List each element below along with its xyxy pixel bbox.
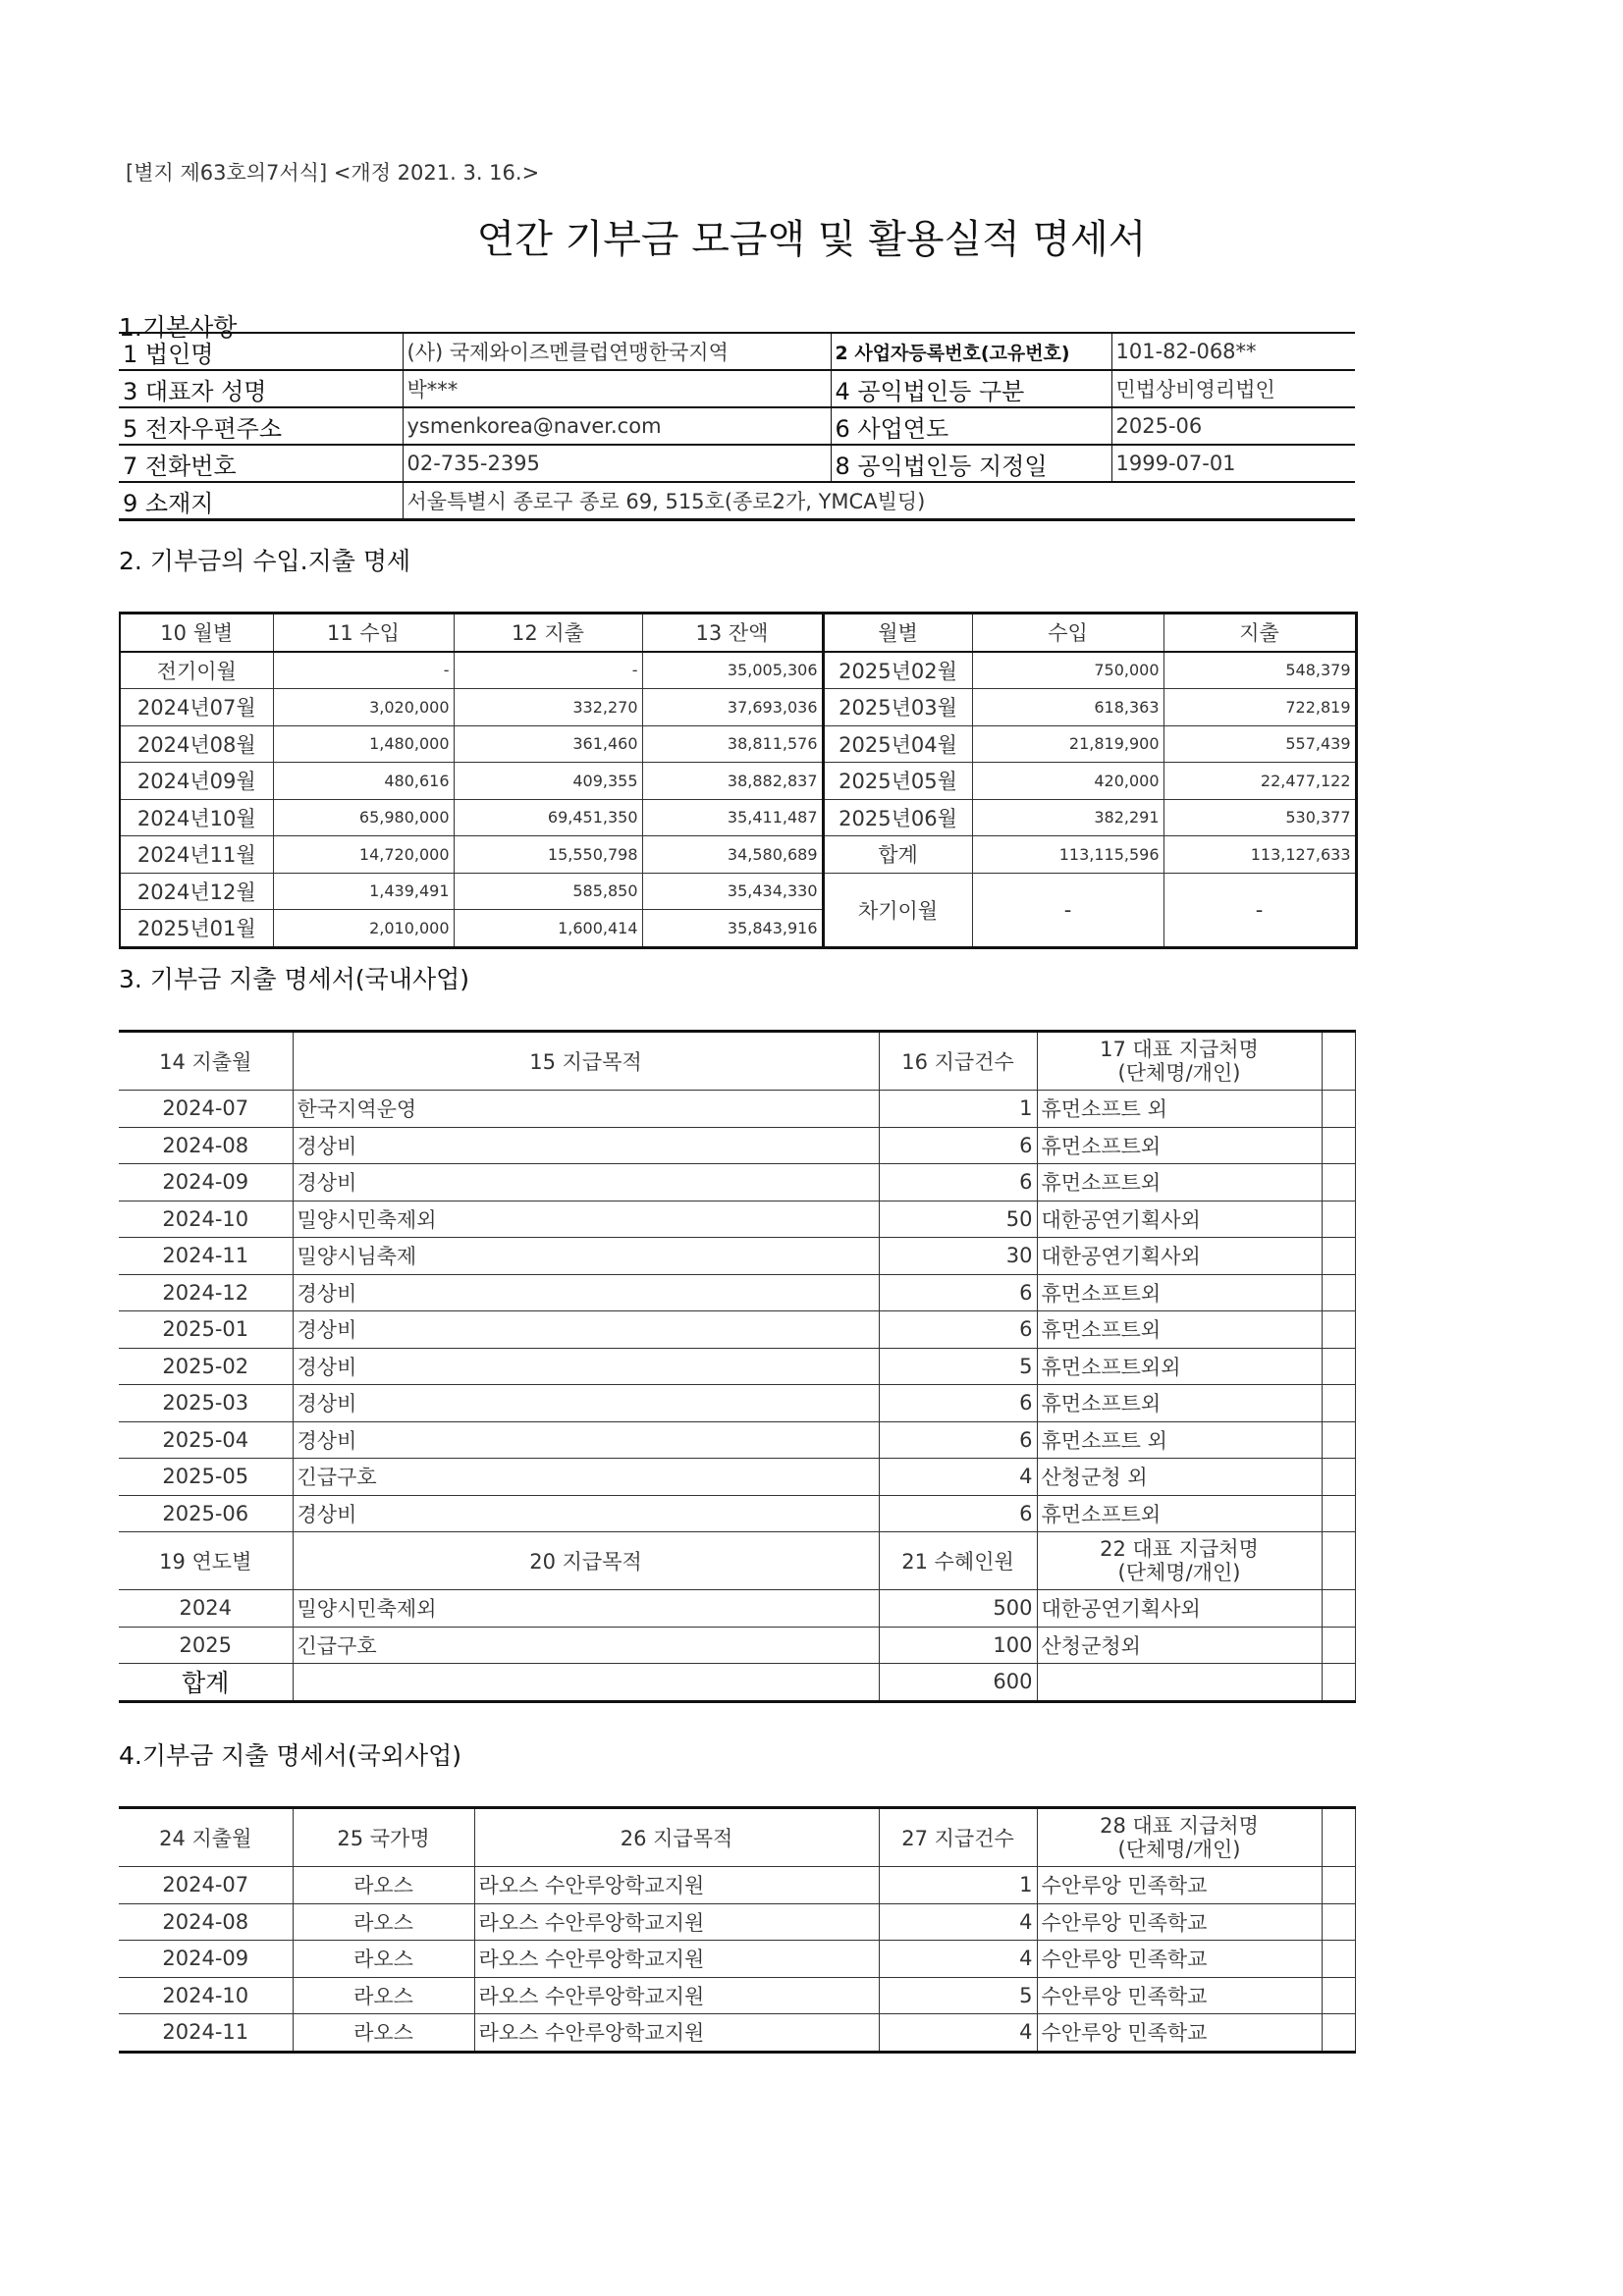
- total-label: 합계: [119, 1664, 293, 1702]
- cell: 722,819: [1163, 689, 1356, 726]
- domestic-row: [119, 1495, 1355, 1532]
- column-header-row: [119, 1808, 1355, 1867]
- cell: 2024년08월: [120, 725, 273, 763]
- domestic-row: [119, 1348, 1355, 1385]
- section4-heading: 4.기부금 지출 명세서(국외사업): [119, 1741, 462, 1770]
- cell: 라오스: [293, 1903, 474, 1941]
- cell: 2025년01월: [120, 910, 273, 948]
- spacer-cell: [1322, 1238, 1355, 1275]
- field-label: 6 사업연도: [831, 407, 1111, 445]
- cell: 6: [879, 1127, 1037, 1164]
- cell: 수안루앙 민족학교: [1037, 1977, 1322, 2014]
- overseas-row: [119, 1867, 1355, 1904]
- income-expense-table: [119, 612, 1358, 949]
- spacer-cell: [1322, 1421, 1355, 1459]
- field-label: 1 법인명: [119, 333, 403, 370]
- cell: 113,127,633: [1163, 836, 1356, 874]
- cell: 휴먼소프트외: [1037, 1164, 1322, 1201]
- cell: 산청군청외: [1037, 1627, 1322, 1664]
- cell: 2025년02월: [823, 652, 972, 689]
- document-title: 연간 기부금 모금액 및 활용실적 명세서: [476, 217, 1147, 262]
- field-value: 민법상비영리법인: [1111, 370, 1355, 407]
- header-line: (단체명/개인): [1117, 1561, 1241, 1584]
- address-row: [119, 482, 1355, 520]
- field-label: 8 공익법인등 지정일: [831, 445, 1111, 482]
- column-header: 13 잔액: [642, 614, 823, 652]
- income-expense-header: [120, 614, 1356, 652]
- section2-heading: 2. 기부금의 수입.지출 명세: [119, 547, 411, 575]
- cell: 2024-09: [119, 1941, 293, 1978]
- income-expense-row: [120, 725, 1356, 763]
- spacer-cell: [1322, 1311, 1355, 1349]
- cell: 22,477,122: [1163, 763, 1356, 800]
- cell: 2024-08: [119, 1903, 293, 1941]
- cell: 14,720,000: [273, 836, 454, 874]
- address-value: 서울특별시 종로구 종로 69, 515호(종로2가, YMCA빌딩): [403, 482, 1355, 520]
- spacer-cell: [1322, 1808, 1355, 1867]
- income-expense-row: [120, 836, 1356, 874]
- carry-forward-expense: -: [1163, 873, 1356, 947]
- spacer-cell: [1322, 1201, 1355, 1238]
- cell: 1: [879, 1867, 1037, 1904]
- basic-info-row: [119, 445, 1355, 482]
- cell: 휴먼소프트외: [1037, 1311, 1322, 1349]
- cell: 548,379: [1163, 652, 1356, 689]
- cell: 1,480,000: [273, 725, 454, 763]
- cell: 585,850: [454, 873, 642, 910]
- cell: 경상비: [293, 1127, 879, 1164]
- cell: 2025년06월: [823, 799, 972, 836]
- spacer-cell: [1322, 1164, 1355, 1201]
- cell: 대한공연기획사외: [1037, 1201, 1322, 1238]
- overseas-row: [119, 2014, 1355, 2053]
- cell: 2024-10: [119, 1977, 293, 2014]
- cell: 경상비: [293, 1495, 879, 1532]
- form-reference: [별지 제63호의7서식] <개정 2021. 3. 16.>: [126, 161, 540, 185]
- cell: 4: [879, 1941, 1037, 1978]
- cell: 35,005,306: [642, 652, 823, 689]
- cell: 5: [879, 1348, 1037, 1385]
- field-label: 5 전자우편주소: [119, 407, 403, 445]
- overseas-row: [119, 1977, 1355, 2014]
- cell: 라오스 수안루앙학교지원: [474, 1903, 879, 1941]
- cell: 557,439: [1163, 725, 1356, 763]
- spacer-cell: [1322, 1459, 1355, 1496]
- cell: 수안루앙 민족학교: [1037, 1941, 1322, 1978]
- spacer-cell: [1322, 1903, 1355, 1941]
- cell: 50: [879, 1201, 1037, 1238]
- column-header: 12 지출: [454, 614, 642, 652]
- cell: 15,550,798: [454, 836, 642, 874]
- cell: 21,819,900: [972, 725, 1163, 763]
- cell: 2024년09월: [120, 763, 273, 800]
- income-expense-row: [120, 652, 1356, 689]
- cell: 2025-06: [119, 1495, 293, 1532]
- cell: -: [273, 652, 454, 689]
- cell: 4: [879, 1459, 1037, 1496]
- spacer-cell: [1322, 2014, 1355, 2053]
- column-header-row: [119, 1032, 1355, 1091]
- cell: 3,020,000: [273, 689, 454, 726]
- cell: 대한공연기획사외: [1037, 1590, 1322, 1628]
- cell: 대한공연기획사외: [1037, 1238, 1322, 1275]
- cell: 긴급구호: [293, 1627, 879, 1664]
- cell: 6: [879, 1385, 1037, 1422]
- cell: 2024년12월: [120, 873, 273, 910]
- cell: 2024년07월: [120, 689, 273, 726]
- spacer-cell: [1322, 1495, 1355, 1532]
- column-header: 27 지급건수: [879, 1808, 1037, 1867]
- overseas-row: [119, 1941, 1355, 1978]
- cell: 500: [879, 1590, 1037, 1628]
- spacer-cell: [1322, 1127, 1355, 1164]
- cell: 밀양시민축제외: [293, 1590, 879, 1628]
- cell: 65,980,000: [273, 799, 454, 836]
- empty-cell: [1037, 1664, 1322, 1702]
- header-line: (단체명/개인): [1117, 1838, 1241, 1861]
- cell: 2025년04월: [823, 725, 972, 763]
- cell: 라오스: [293, 2014, 474, 2053]
- cell: 382,291: [972, 799, 1163, 836]
- section1-heading: 1.기본사항: [119, 313, 238, 342]
- cell: 618,363: [972, 689, 1163, 726]
- cell: 113,115,596: [972, 836, 1163, 874]
- cell: 37,693,036: [642, 689, 823, 726]
- spacer-cell: [1322, 1664, 1355, 1702]
- cell: 2024년10월: [120, 799, 273, 836]
- cell: 420,000: [972, 763, 1163, 800]
- column-header-row: [119, 1532, 1355, 1590]
- domestic-row: [119, 1421, 1355, 1459]
- spacer-cell: [1322, 1532, 1355, 1590]
- cell: 2024년11월: [120, 836, 273, 874]
- column-header: 19 연도별: [119, 1532, 293, 1590]
- cell: 35,411,487: [642, 799, 823, 836]
- income-expense-row: [120, 799, 1356, 836]
- cell: 361,460: [454, 725, 642, 763]
- domestic-row: [119, 1164, 1355, 1201]
- domestic-row: [119, 1091, 1355, 1128]
- cell: 2024-11: [119, 2014, 293, 2053]
- cell: 긴급구호: [293, 1459, 879, 1496]
- cell: 경상비: [293, 1421, 879, 1459]
- cell: 2025년03월: [823, 689, 972, 726]
- field-value: 박***: [403, 370, 831, 407]
- income-expense-row: [120, 763, 1356, 800]
- column-header: 26 지급목적: [474, 1808, 879, 1867]
- field-label: 4 공익법인등 구분: [831, 370, 1111, 407]
- spacer-cell: [1322, 1032, 1355, 1091]
- cell: 35,843,916: [642, 910, 823, 948]
- field-value: ysmenkorea@naver.com: [403, 407, 831, 445]
- cell: 수안루앙 민족학교: [1037, 1867, 1322, 1904]
- basic-info-row: [119, 333, 1355, 370]
- column-header: 20 지급목적: [293, 1532, 879, 1590]
- column-header: [1037, 1532, 1322, 1590]
- cell: 2025년05월: [823, 763, 972, 800]
- cell: 라오스 수안루앙학교지원: [474, 2014, 879, 2053]
- field-value: (사) 국제와이즈멘클럽연맹한국지역: [403, 333, 831, 370]
- spacer-cell: [1322, 1627, 1355, 1664]
- cell: 라오스: [293, 1867, 474, 1904]
- column-header: [1037, 1808, 1322, 1867]
- column-header: 25 국가명: [293, 1808, 474, 1867]
- domestic-row: [119, 1311, 1355, 1349]
- domestic-row: [119, 1201, 1355, 1238]
- cell: 한국지역운영: [293, 1091, 879, 1128]
- domestic-row: [119, 1238, 1355, 1275]
- total-row: [119, 1664, 1355, 1702]
- cell: 경상비: [293, 1385, 879, 1422]
- cell: -: [454, 652, 642, 689]
- basic-info-row: [119, 407, 1355, 445]
- cell: 38,811,576: [642, 725, 823, 763]
- column-header: 11 수입: [273, 614, 454, 652]
- cell: 수안루앙 민족학교: [1037, 1903, 1322, 1941]
- column-header: 14 지출월: [119, 1032, 293, 1091]
- cell: 2024: [119, 1590, 293, 1628]
- cell: 휴먼소프트외: [1037, 1127, 1322, 1164]
- spacer-cell: [1322, 1867, 1355, 1904]
- cell: 6: [879, 1311, 1037, 1349]
- section3-heading: 3. 기부금 지출 명세서(국내사업): [119, 965, 470, 993]
- cell: 34,580,689: [642, 836, 823, 874]
- cell: 2025-03: [119, 1385, 293, 1422]
- field-label: 7 전화번호: [119, 445, 403, 482]
- cell: 경상비: [293, 1311, 879, 1349]
- cell: 2024-07: [119, 1867, 293, 1904]
- field-value: 2025-06: [1111, 407, 1355, 445]
- cell: 6: [879, 1164, 1037, 1201]
- cell: 480,616: [273, 763, 454, 800]
- cell: 35,434,330: [642, 873, 823, 910]
- field-value: 02-735-2395: [403, 445, 831, 482]
- cell: 2025-04: [119, 1421, 293, 1459]
- cell: 휴먼소프트 외: [1037, 1421, 1322, 1459]
- field-label: 3 대표자 성명: [119, 370, 403, 407]
- column-header: 월별: [823, 614, 972, 652]
- cell: 530,377: [1163, 799, 1356, 836]
- cell: 38,882,837: [642, 763, 823, 800]
- cell: 100: [879, 1627, 1037, 1664]
- cell: 6: [879, 1421, 1037, 1459]
- column-header: 16 지급건수: [879, 1032, 1037, 1091]
- cell: 휴먼소프트외: [1037, 1274, 1322, 1311]
- empty-cell: [293, 1664, 879, 1702]
- cell: 라오스 수안루앙학교지원: [474, 1867, 879, 1904]
- cell: 2024-11: [119, 1238, 293, 1275]
- carry-forward-label: 차기이월: [823, 873, 972, 947]
- cell: 2025-05: [119, 1459, 293, 1496]
- cell: 750,000: [972, 652, 1163, 689]
- yearly-row: [119, 1590, 1355, 1628]
- cell: 332,270: [454, 689, 642, 726]
- cell: 라오스: [293, 1977, 474, 2014]
- cell: 1,600,414: [454, 910, 642, 948]
- overseas-expense-table: [119, 1806, 1356, 2054]
- cell: 경상비: [293, 1274, 879, 1311]
- cell: 휴먼소프트 외: [1037, 1091, 1322, 1128]
- cell: 6: [879, 1495, 1037, 1532]
- cell: 산청군청 외: [1037, 1459, 1322, 1496]
- cell: 1,439,491: [273, 873, 454, 910]
- cell: 2024-09: [119, 1164, 293, 1201]
- income-expense-row: [120, 689, 1356, 726]
- spacer-cell: [1322, 1274, 1355, 1311]
- cell: 합계: [823, 836, 972, 874]
- column-header: [1037, 1032, 1322, 1091]
- spacer-cell: [1322, 1590, 1355, 1628]
- field-label: 2 사업자등록번호(고유번호): [831, 333, 1111, 370]
- cell: 2,010,000: [273, 910, 454, 948]
- header-line: 22 대표 지급처명: [1100, 1537, 1259, 1561]
- column-header: 15 지급목적: [293, 1032, 879, 1091]
- spacer-cell: [1322, 1385, 1355, 1422]
- cell: 2025-02: [119, 1348, 293, 1385]
- cell: 라오스 수안루앙학교지원: [474, 1941, 879, 1978]
- header-line: 17 대표 지급처명: [1100, 1038, 1259, 1061]
- field-value: 101-82-068**: [1111, 333, 1355, 370]
- column-header: 10 월별: [120, 614, 273, 652]
- domestic-row: [119, 1459, 1355, 1496]
- basic-info-row: [119, 370, 1355, 407]
- header-line: 28 대표 지급처명: [1100, 1814, 1259, 1838]
- overseas-row: [119, 1903, 1355, 1941]
- cell: 2025: [119, 1627, 293, 1664]
- cell: 2024-07: [119, 1091, 293, 1128]
- basic-info-table: [119, 332, 1355, 521]
- spacer-cell: [1322, 1977, 1355, 2014]
- field-value: 1999-07-01: [1111, 445, 1355, 482]
- cell: 휴먼소프트외: [1037, 1385, 1322, 1422]
- cell: 2024-12: [119, 1274, 293, 1311]
- cell: 409,355: [454, 763, 642, 800]
- cell: 전기이월: [120, 652, 273, 689]
- cell: 2024-10: [119, 1201, 293, 1238]
- total-value: 600: [879, 1664, 1037, 1702]
- cell: 라오스: [293, 1941, 474, 1978]
- spacer-cell: [1322, 1348, 1355, 1385]
- cell: 2025-01: [119, 1311, 293, 1349]
- cell: 5: [879, 1977, 1037, 2014]
- cell: 휴먼소프트외외: [1037, 1348, 1322, 1385]
- cell: 경상비: [293, 1164, 879, 1201]
- cell: 밀양시님축제: [293, 1238, 879, 1275]
- header-line: (단체명/개인): [1117, 1061, 1241, 1085]
- cell: 4: [879, 2014, 1037, 2053]
- domestic-row: [119, 1127, 1355, 1164]
- cell: 수안루앙 민족학교: [1037, 2014, 1322, 2053]
- cell: 휴먼소프트외: [1037, 1495, 1322, 1532]
- cell: 30: [879, 1238, 1037, 1275]
- column-header: 지출: [1163, 614, 1356, 652]
- cell: 4: [879, 1903, 1037, 1941]
- income-expense-row: [120, 873, 1356, 910]
- column-header: 수입: [972, 614, 1163, 652]
- column-header: 21 수혜인원: [879, 1532, 1037, 1590]
- cell: 밀양시민축제외: [293, 1201, 879, 1238]
- domestic-expense-table: [119, 1030, 1356, 1703]
- spacer-cell: [1322, 1941, 1355, 1978]
- yearly-row: [119, 1627, 1355, 1664]
- cell: 2024-08: [119, 1127, 293, 1164]
- cell: 1: [879, 1091, 1037, 1128]
- column-header: 24 지출월: [119, 1808, 293, 1867]
- carry-forward-income: -: [972, 873, 1163, 947]
- cell: 경상비: [293, 1348, 879, 1385]
- domestic-row: [119, 1385, 1355, 1422]
- domestic-row: [119, 1274, 1355, 1311]
- cell: 6: [879, 1274, 1037, 1311]
- cell: 라오스 수안루앙학교지원: [474, 1977, 879, 2014]
- spacer-cell: [1322, 1091, 1355, 1128]
- cell: 69,451,350: [454, 799, 642, 836]
- address-label: 9 소재지: [119, 482, 403, 520]
